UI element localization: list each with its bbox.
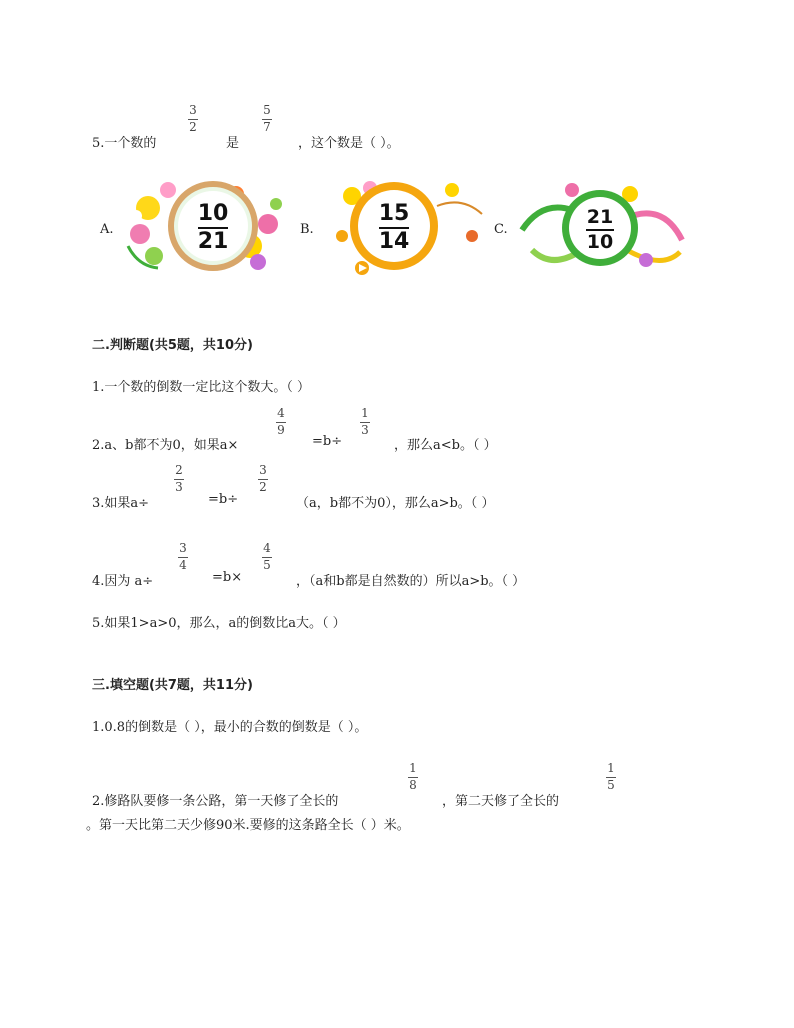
fraction-denominator: 9 xyxy=(277,423,285,437)
section3-q2-b: ，第二天修了全长的 xyxy=(442,794,560,809)
q5-fraction-1 xyxy=(188,104,198,134)
fraction-numerator: 2 xyxy=(175,463,183,477)
fraction-numerator: 3 xyxy=(259,463,267,477)
fraction-numerator: 4 xyxy=(263,541,271,555)
flower-ring-icon xyxy=(118,176,288,276)
fraction-numerator: 5 xyxy=(263,103,271,117)
q5-text-c: ，这个数是（ ）。 xyxy=(298,136,400,151)
fraction-denominator: 4 xyxy=(179,558,187,572)
option-b-badge[interactable] xyxy=(322,176,492,280)
option-b-denominator: 14 xyxy=(378,229,410,254)
section2-q4-fraction-2 xyxy=(262,542,272,572)
q5-fraction-2 xyxy=(262,104,272,134)
fraction-denominator: 3 xyxy=(175,480,183,494)
section3-q2-a: 2.修路队要修一条公路，第一天修了全长的 xyxy=(92,794,339,809)
section2-q2-a: 2.a、b都不为0，如果a× xyxy=(92,438,239,453)
section2-q4-fraction-1 xyxy=(178,542,188,572)
section2-q3-b: =b÷ xyxy=(208,492,239,507)
q5-text-a: 5.一个数的 xyxy=(92,136,157,151)
option-a-badge[interactable] xyxy=(118,176,288,276)
fraction-denominator: 5 xyxy=(607,778,615,792)
section2-q2-b: =b÷ xyxy=(312,434,343,449)
orange-ring-icon xyxy=(322,176,492,280)
fraction-denominator: 3 xyxy=(361,423,369,437)
fraction-numerator: 3 xyxy=(179,541,187,555)
fraction-numerator: 4 xyxy=(277,406,285,420)
green-ring-icon xyxy=(512,180,688,276)
section2-q4-b: =b× xyxy=(212,570,243,585)
section2-q4-a: 4.因为 a÷ xyxy=(92,574,154,589)
option-c-denominator: 10 xyxy=(586,231,614,253)
section3-heading: 三.填空题(共7题，共11分) xyxy=(92,678,253,693)
section2-q3-c: （a，b都不为0），那么a>b。（ ） xyxy=(296,496,495,511)
section2-q4-c: ，（a和b都是自然数的）所以a>b。（ ） xyxy=(296,574,526,589)
option-c-numerator: 21 xyxy=(586,206,614,228)
section2-q5: 5.如果1>a>0，那么，a的倒数比a大。（ ） xyxy=(92,616,346,631)
section3-q2-fraction-1 xyxy=(408,762,418,792)
option-b-numerator: 15 xyxy=(378,201,410,226)
fraction-numerator: 1 xyxy=(409,761,417,775)
option-c-badge[interactable] xyxy=(512,180,688,276)
fraction-denominator: 5 xyxy=(263,558,271,572)
fraction-numerator: 1 xyxy=(607,761,615,775)
fraction-denominator: 7 xyxy=(263,120,271,134)
fraction-numerator: 3 xyxy=(189,103,197,117)
section2-q3-a: 3.如果a÷ xyxy=(92,496,150,511)
section2-heading: 二.判断题(共5题，共10分) xyxy=(92,338,253,353)
fraction-numerator: 1 xyxy=(361,406,369,420)
option-a-label: A. xyxy=(100,222,114,237)
option-a-numerator: 10 xyxy=(197,201,229,226)
fraction-denominator: 2 xyxy=(259,480,267,494)
fraction-denominator: 2 xyxy=(189,120,197,134)
option-b-label: B. xyxy=(300,222,314,237)
section2-q2-fraction-2 xyxy=(360,407,370,437)
fraction-denominator: 8 xyxy=(409,778,417,792)
section2-q1: 1.一个数的倒数一定比这个数大。（ ） xyxy=(92,380,311,395)
section2-q3-fraction-1 xyxy=(174,464,184,494)
q5-text-b: 是 xyxy=(226,136,240,151)
section3-q1: 1.0.8的倒数是（ ），最小的合数的倒数是（ ）。 xyxy=(92,720,368,735)
section3-q2-fraction-2 xyxy=(606,762,616,792)
section2-q2-c: ，那么a<b。（ ） xyxy=(394,438,497,453)
section2-q2-fraction-1 xyxy=(276,407,286,437)
option-c-label: C. xyxy=(494,222,508,237)
option-a-denominator: 21 xyxy=(197,229,229,254)
section3-q2-c: 。第一天比第二天少修90米.要修的这条路全长（ ）米。 xyxy=(86,818,410,833)
section2-q3-fraction-2 xyxy=(258,464,268,494)
